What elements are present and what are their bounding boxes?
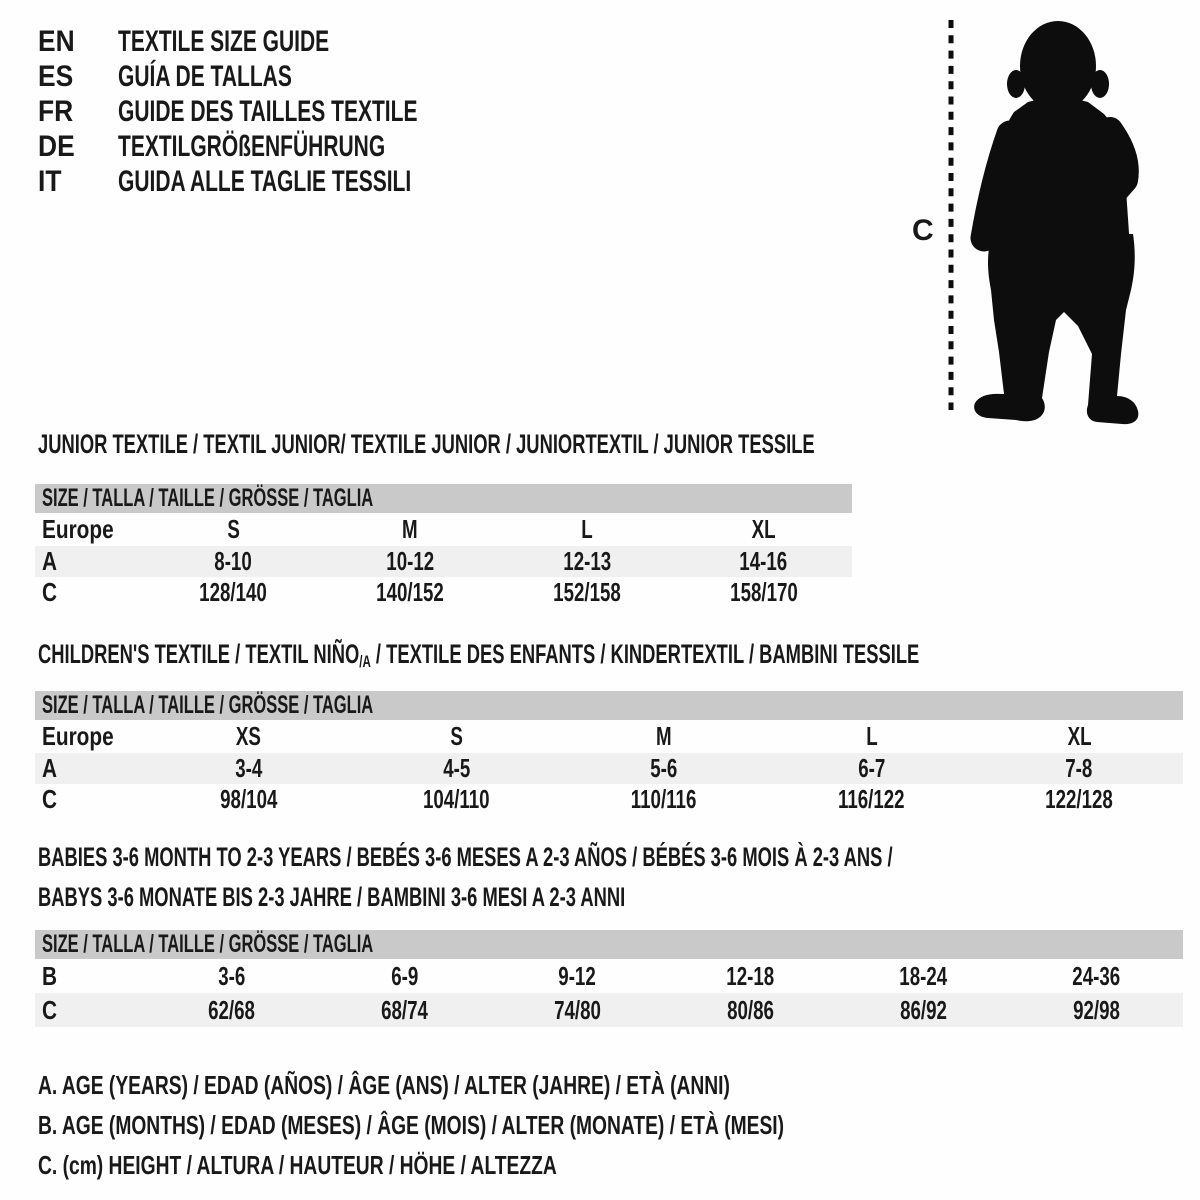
cell-value: 158/170 <box>729 577 798 607</box>
cell-value: 8-10 <box>214 546 253 576</box>
language-code-text: DE <box>38 129 75 163</box>
list-item <box>38 94 546 129</box>
size-column-header: S <box>450 721 463 751</box>
list-item <box>38 164 546 199</box>
size-column-header: L <box>865 721 878 751</box>
language-code <box>38 95 118 129</box>
legend-line-a-text: A. AGE (YEARS) / EDAD (AÑOS) / ÂGE (ANS) / ALTER (JAHRE) / ETÀ (ANNI) <box>38 1070 730 1100</box>
cell-value: 4-5 <box>442 753 470 783</box>
table-row <box>35 720 1183 753</box>
cell-value: 5-6 <box>650 753 678 783</box>
language-title-list <box>38 24 546 199</box>
guide-title-text: GUÍA DE TALLAS <box>118 59 292 93</box>
cell-value: 14-16 <box>739 546 788 576</box>
cell-value: 9-12 <box>558 960 597 991</box>
babies-section-title-line1-text: BABIES 3-6 MONTH TO 2-3 YEARS / BEBÉS 3-6 MESES A 2-3 AÑOS / BÉBÉS 3-6 MOIS À 2-3 ANS / <box>38 842 893 872</box>
cell-value: 68/74 <box>381 994 428 1025</box>
row-label: B <box>42 960 58 991</box>
cell-value: 104/110 <box>423 784 490 814</box>
cell-value: 80/86 <box>727 994 774 1025</box>
region-label: Europe <box>42 721 114 751</box>
guide-title-text: GUIDE DES TAILLES TEXTILE <box>118 94 418 128</box>
language-code-text: ES <box>38 59 74 93</box>
cell-value: 24-36 <box>1072 960 1121 991</box>
toddler-silhouette-icon <box>890 8 1180 433</box>
cell-value: 18-24 <box>899 960 948 991</box>
cell-value: 122/128 <box>1045 784 1114 814</box>
guide-title <box>118 60 366 94</box>
table-row <box>35 546 852 577</box>
language-code-text: FR <box>38 94 74 128</box>
cell-value: 6-9 <box>390 960 419 991</box>
legend-line-b-text: B. AGE (MONTHS) / EDAD (MESES) / ÂGE (MOIS) / ALTER (MONATE) / ETÀ (MESI) <box>38 1110 785 1140</box>
junior-section-title-text: JUNIOR TEXTILE / TEXTIL JUNIOR/ TEXTILE JUNIOR / JUNIORTEXTIL / JUNIOR TESSILE <box>38 429 815 459</box>
language-code-text: EN <box>38 24 75 58</box>
children-title-pre: CHILDREN'S TEXTILE / TEXTIL NIÑO <box>38 639 360 669</box>
size-header-text: SIZE / TALLA / TAILLE / GRÖSSE / TAGLIA <box>42 691 374 719</box>
cell-value: 6-7 <box>858 753 886 783</box>
size-column-header: M <box>656 721 672 751</box>
size-column-header: S <box>227 514 240 544</box>
cell-value: 74/80 <box>554 994 601 1025</box>
table-row <box>35 513 852 546</box>
legend-line-c-text: C. (cm) HEIGHT / ALTURA / HAUTEUR / HÖHE / ALTEZZA <box>38 1150 557 1180</box>
guide-title-text: TEXTILE SIZE GUIDE <box>118 24 330 58</box>
cell-value: 92/98 <box>1073 994 1120 1025</box>
language-code <box>38 130 118 164</box>
legend-line-b <box>38 1110 1046 1140</box>
size-header-text: SIZE / TALLA / TAILLE / GRÖSSE / TAGLIA <box>42 484 374 512</box>
size-header-band <box>35 484 852 513</box>
legend-line-a <box>38 1070 973 1100</box>
junior-size-table <box>35 484 852 608</box>
cell-value: 12-13 <box>562 546 611 576</box>
children-size-table <box>35 691 1183 815</box>
height-figure <box>890 8 1180 433</box>
region-label: Europe <box>42 514 114 544</box>
height-measure-label: C <box>912 214 934 247</box>
guide-title <box>118 25 420 59</box>
cell-value: 152/158 <box>553 577 621 607</box>
size-column-header: XS <box>236 721 262 751</box>
size-column-header: M <box>402 514 418 544</box>
cell-value: 3-6 <box>217 960 246 991</box>
junior-section-title <box>38 430 1180 459</box>
table-row <box>35 577 852 608</box>
size-column-header: L <box>581 514 593 544</box>
children-title-post: / TEXTILE DES ENFANTS / KINDERTEXTIL / BAMBINI TESSILE <box>370 639 920 669</box>
table-row <box>35 959 1183 993</box>
cell-value: 3-4 <box>235 753 263 783</box>
cell-value: 62/68 <box>208 994 255 1025</box>
cell-value: 86/92 <box>900 994 947 1025</box>
cell-value: 128/140 <box>199 577 268 607</box>
babies-section-title-line2 <box>38 883 902 912</box>
size-header-band <box>35 930 1183 959</box>
language-code <box>38 60 118 94</box>
children-section-title <box>38 640 1200 672</box>
size-header-band <box>35 691 1183 720</box>
row-label: A <box>42 546 58 576</box>
cell-value: 10-12 <box>386 546 435 576</box>
list-item <box>38 24 546 59</box>
size-column-header: XL <box>1067 721 1092 751</box>
guide-title <box>118 95 546 129</box>
table-row <box>35 993 1183 1027</box>
row-label: C <box>42 784 58 814</box>
size-header-text: SIZE / TALLA / TAILLE / GRÖSSE / TAGLIA <box>42 930 374 958</box>
table-row <box>35 753 1183 784</box>
guide-title <box>118 165 537 199</box>
list-item <box>38 59 546 94</box>
children-title-sub: /A <box>359 652 371 671</box>
guide-title-text: GUIDA ALLE TAGLIE TESSILI <box>118 164 412 198</box>
language-code <box>38 25 118 59</box>
legend-line-c <box>38 1150 739 1180</box>
babies-section-title-line2-text: BABYS 3-6 MONATE BIS 2-3 JAHRE / BAMBINI 3-6 MESI A 2-3 ANNI <box>38 882 626 912</box>
list-item <box>38 129 546 164</box>
babies-section-title-line1 <box>38 843 1200 872</box>
cell-value: 140/152 <box>376 577 444 607</box>
babies-size-table <box>35 930 1183 1027</box>
cell-value: 98/104 <box>220 784 278 814</box>
cell-value: 12-18 <box>726 960 775 991</box>
cell-value: 116/122 <box>838 784 905 814</box>
cell-value: 7-8 <box>1065 753 1093 783</box>
language-code <box>38 165 118 199</box>
row-label: A <box>42 753 58 783</box>
row-label: C <box>42 577 58 607</box>
table-row <box>35 784 1183 815</box>
children-section-title-text <box>38 640 919 672</box>
cell-value: 110/116 <box>631 784 697 814</box>
guide-title-text: TEXTILGRÖßENFÜHRUNG <box>118 129 386 163</box>
language-code-text: IT <box>38 164 62 198</box>
guide-title <box>118 130 500 164</box>
row-label: C <box>42 994 58 1025</box>
size-column-header: XL <box>751 514 776 544</box>
